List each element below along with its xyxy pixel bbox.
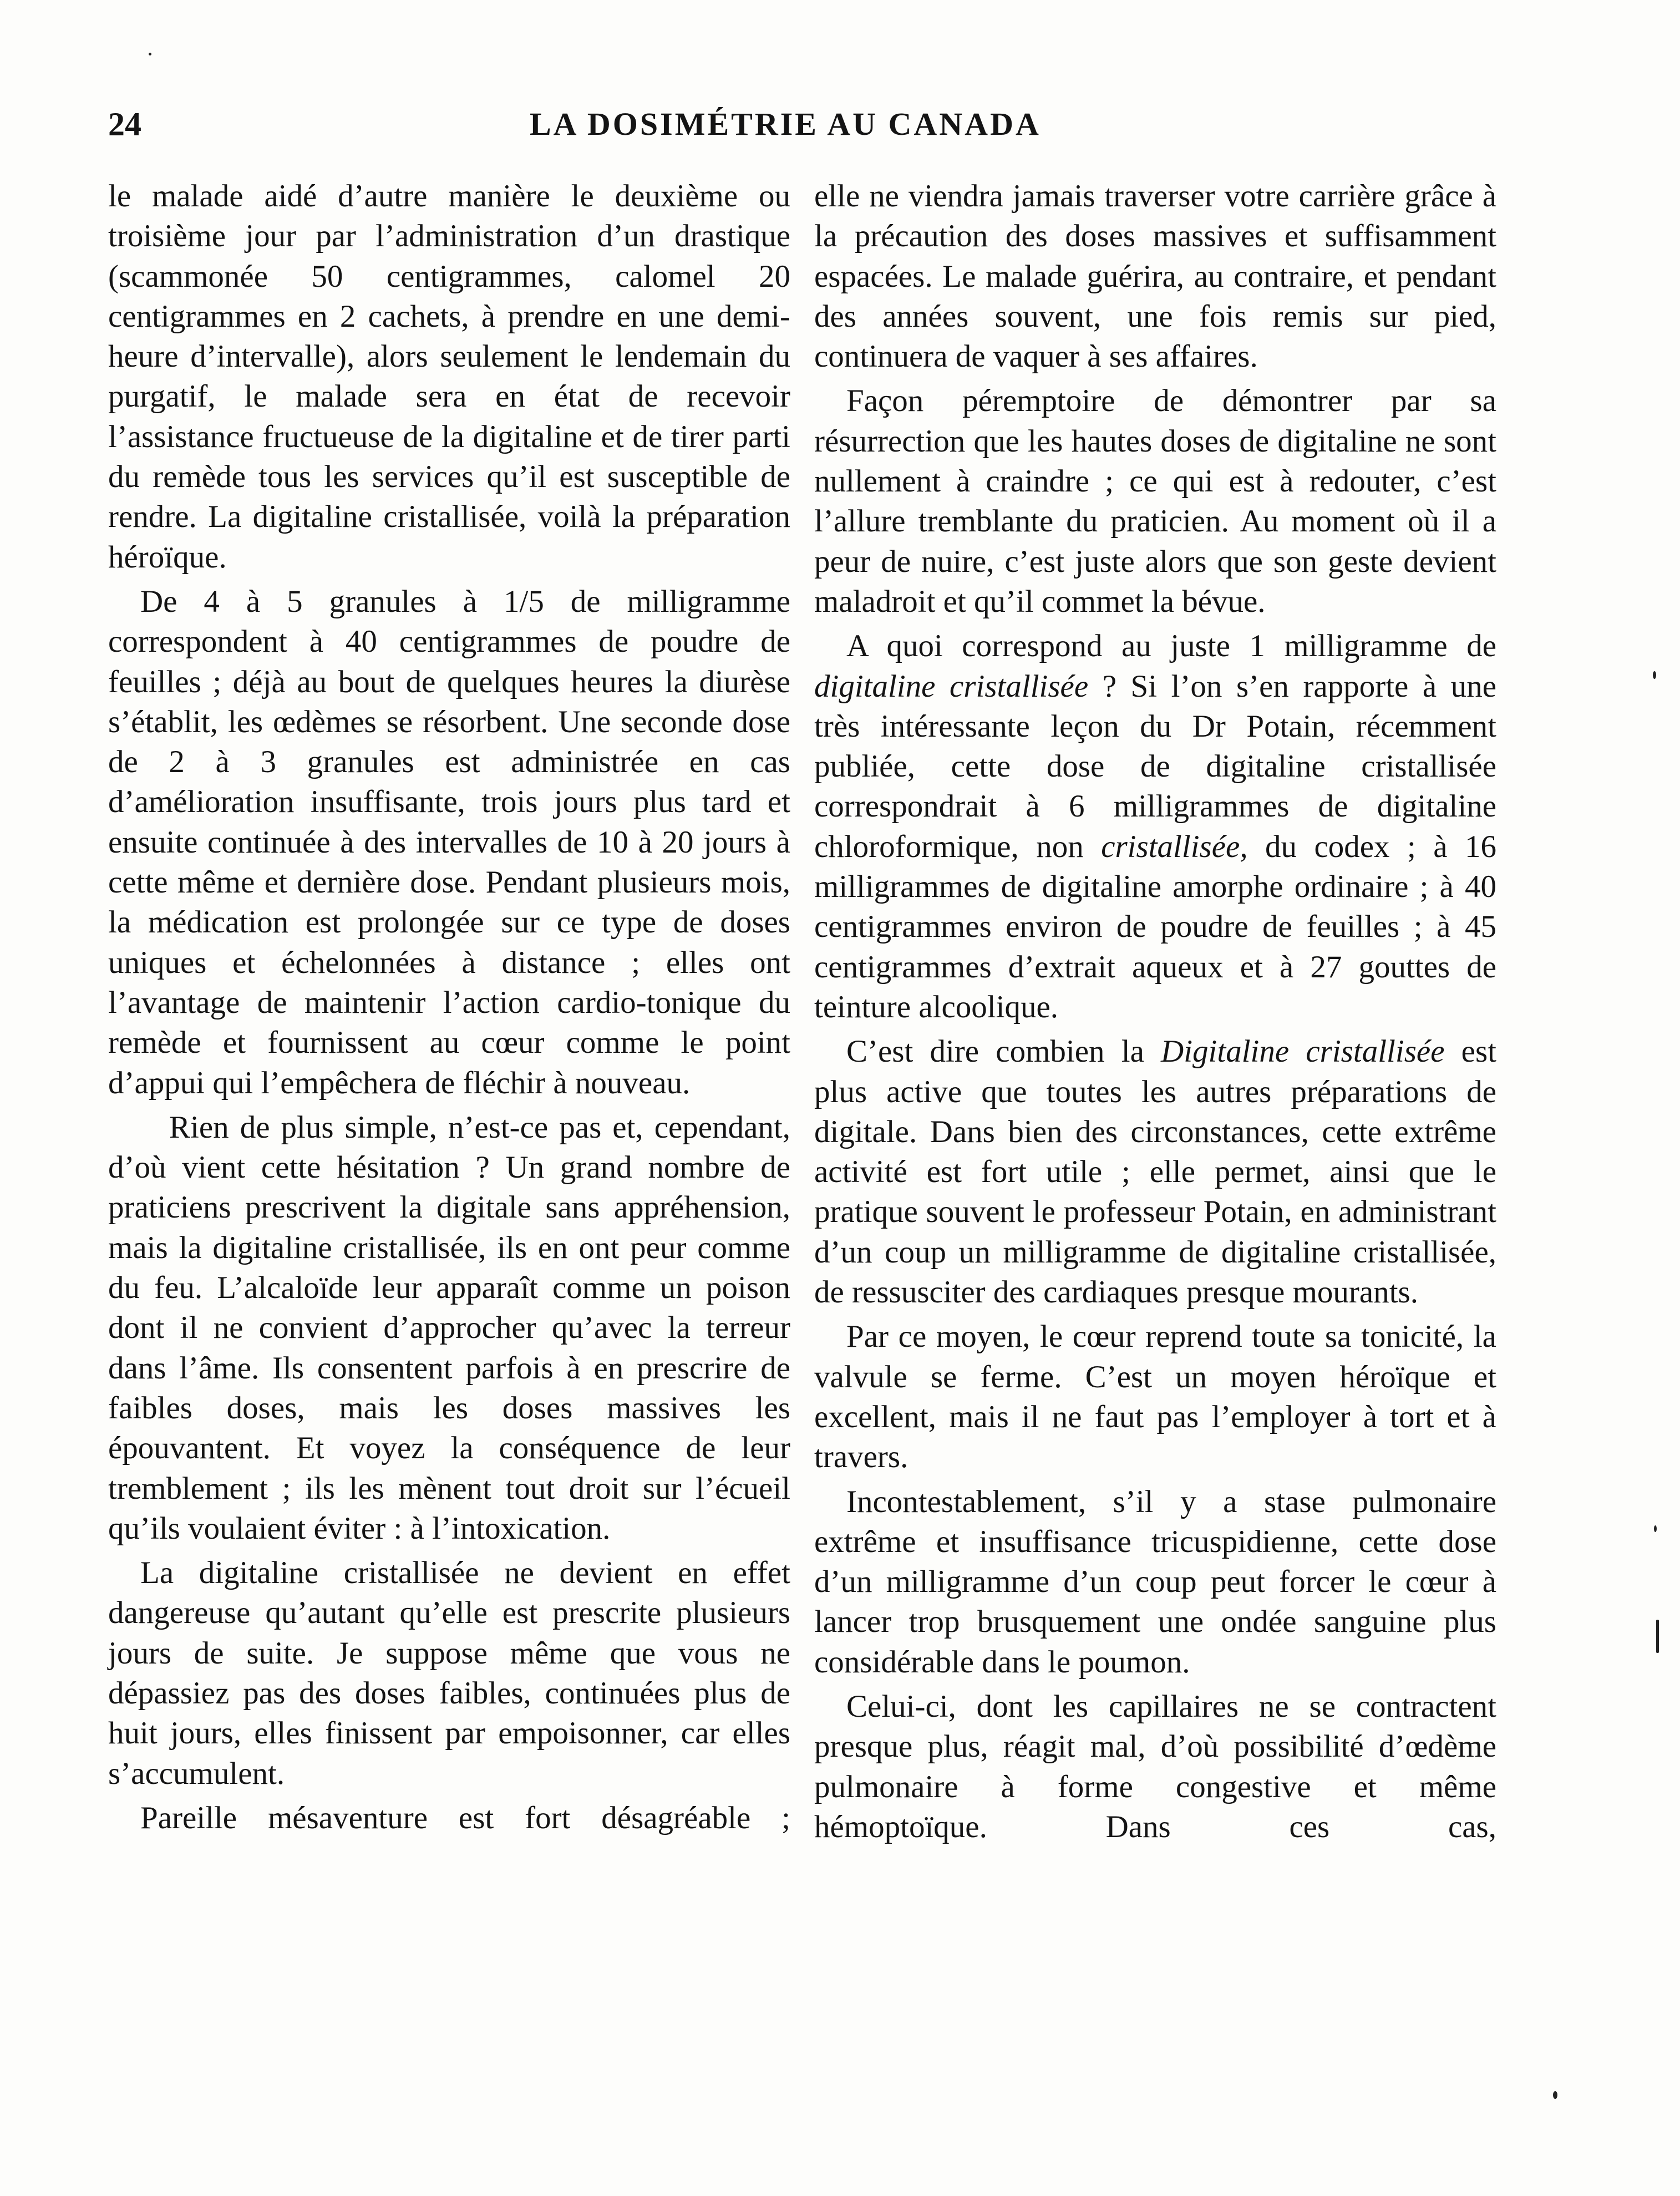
paragraph: Par ce moyen, le cœur reprend toute sa tonicité, la valvule se ferme. C’est un moyen héroïque et excellent, mais il ne faut pas l’employer à tort et à travers.	[814, 1319, 1496, 1475]
paragraph: Incontestablement, s’il y a stase pulmonaire extrême et insuffisance tricuspidienne, cette dose d’un milligramme d’un coup peut forcer le cœur à lancer trop brusquement une ondée sanguine plus considérable dans le poumon.	[814, 1484, 1496, 1680]
paragraph: La digitaline cristallisée ne devient en effet dangereuse qu’autant qu’elle est prescrite plusieurs jours de suite. Je suppose même que vous ne dépassiez pas des doses faibles, continuées plus de huit jours, elles finissent par empoisonner, car elles s’accumulent.	[108, 1555, 790, 1791]
text-run: ? Si l’on s’en rapporte à une très intéressante leçon du Dr Potain, récemment publiée, cette dose de digitaline cristallisée correspondrait à 6 milligrammes de digitaline chloroformique, non	[814, 668, 1497, 864]
paragraph: Rien de plus simple, n’est-ce pas et, cependant, d’où vient cette hésitation ? Un grand nombre de praticiens prescrivent la digitale sans appréhension, mais la digitaline cristallisée, ils en ont peur comme du feu. L’alcaloïde leur apparaît comme un poison dont il ne convient d’approcher qu’avec la terreur dans l’âme. Ils consentent parfois à en prescrire de faibles doses, mais les doses massives les épouvantent. Et voyez la conséquence de leur tremblement ; ils les mènent tout droit sur l’écueil qu’ils voulaient éviter : à l’intoxication.	[108, 1109, 790, 1546]
running-title: LA DOSIMÉTRIE AU CANADA	[530, 106, 1041, 142]
scan-speck	[1656, 1620, 1659, 1653]
scan-speck	[149, 53, 151, 55]
paragraph: Celui-ci, dont les capillaires ne se contractent presque plus, réagit mal, d’où possibilité d’œdème pulmonaire à forme congestive et même hémoptoïque. Dans ces cas,	[814, 1688, 1496, 1844]
scan-speck	[1653, 671, 1656, 679]
text-run: A quoi correspond au juste 1 milligramme de	[846, 628, 1496, 664]
right-column	[814, 176, 1496, 1852]
italic-term: Digitaline cristallisée	[1161, 1034, 1445, 1069]
paragraph: le malade aidé d’autre manière le deuxième ou troisième jour par l’administration d’un drastique (scammonée 50 centigrammes, calomel 20 centigrammes en 2 cachets, à prendre en une demi-heure d’intervalle), alors seulement le lendemain du purgatif, le malade sera en état de recevoir l’assistance fructueuse de la digitaline et de tirer parti du remède tous les services qu’il est susceptible de rendre. La digitaline cristallisée, voilà la préparation héroïque.	[108, 179, 790, 575]
paragraph: Pareille mésaventure est fort désagréable ;	[140, 1800, 790, 1835]
italic-term: cristallisée,	[1101, 829, 1248, 864]
page-header	[108, 105, 1506, 155]
text-run: du codex ; à 16 milligrammes de digitaline amorphe ordinaire ; à 40 centigrammes environ de poudre de feuilles ; à 45 centigrammes d’extrait aqueux et à 27 gouttes de teinture alcoolique.	[814, 829, 1496, 1025]
text-run: C’est dire combien la	[846, 1034, 1161, 1069]
paragraph	[814, 626, 1496, 1027]
paragraph: Façon péremptoire de démontrer par sa résurrection que les hautes doses de digitaline ne sont nullement à craindre ; ce qui est à redouter, c’est l’allure tremblante du praticien. Au moment où il a peur de nuire, c’est juste alors que son geste devient maladroit et qu’il commet la bévue.	[814, 383, 1496, 619]
italic-term: digitaline cristallisée	[814, 668, 1089, 704]
text-run: est plus active que toutes les autres préparations de digitale. Dans bien des circonstances, cette extrême activité est fort utile ; elle permet, ainsi que le pratique souvent le professeur Potain, en administrant d’un coup un milligramme de digitaline cristallisée, de ressusciter des cardiaques presque mourants.	[814, 1034, 1496, 1310]
scan-speck	[1654, 1525, 1657, 1532]
page-number: 24	[108, 106, 141, 143]
paragraph: elle ne viendra jamais traverser votre carrière grâce à la précaution des doses massives et suffisamment espacées. Le malade guérira, au contraire, et pendant des années souvent, une fois remis sur pied, continuera de vaquer à ses affaires.	[814, 179, 1496, 374]
left-column	[108, 176, 790, 1843]
scan-speck	[1553, 2091, 1557, 2099]
paragraph: De 4 à 5 granules à 1/5 de milligramme correspondent à 40 centigrammes de poudre de feuilles ; déjà au bout de quelques heures la diurèse s’établit, les œdèmes se résorbent. Une seconde dose de 2 à 3 granules est administrée en cas d’amélioration insuffisante, trois jours plus tard et ensuite continuée à des intervalles de 10 à 20 jours à cette même et dernière dose. Pendant plusieurs mois, la médication est prolongée sur ce type de doses uniques et échelonnées à distance ; elles ont l’avantage de maintenir l’action cardio-tonique du remède et fournissent au cœur comme le point d’appui qui l’empêchera de fléchir à nouveau.	[108, 584, 790, 1100]
paragraph	[814, 1032, 1496, 1312]
